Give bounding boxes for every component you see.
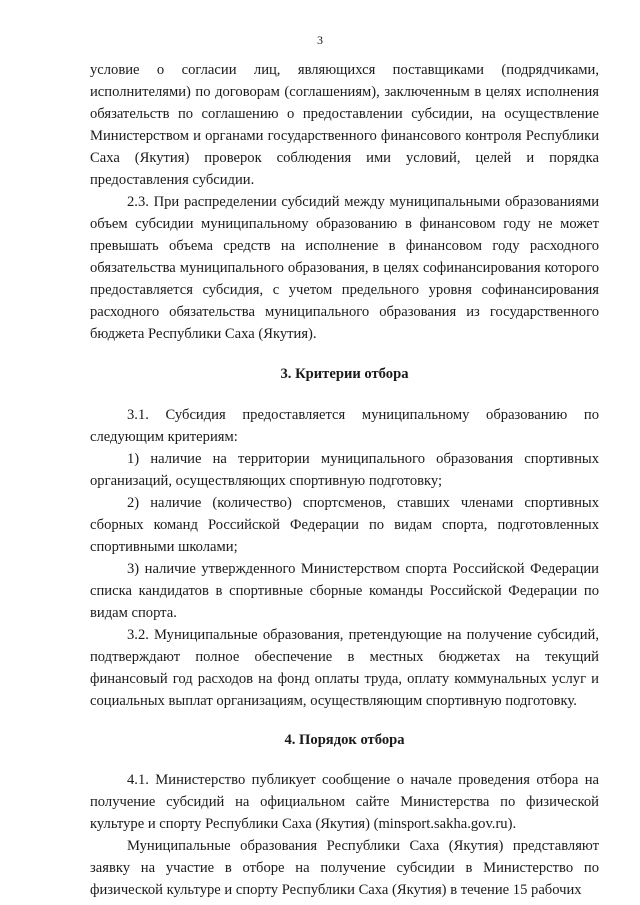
page-number: 3	[317, 33, 323, 47]
paragraph-conditions-continuation: условие о согласии лиц, являющихся поставщиками (подрядчиками, исполнителями) по договорам (соглашениям), заключенным в целях исполнения обязательств по соглашению о предоставлении субсидии, на осуществление Министерством и органами государственного финансового контроля Республики Саха (Якутия) проверок соблюдения ими условий, целей и порядка предоставления субсидии.	[90, 62, 599, 188]
section-heading-criteria: 3. Критерии отбора	[280, 366, 409, 382]
paragraph-3-2: 3.2. Муниципальные образования, претендующие на получение субсидий, подтверждают полное обеспечение в местных бюджетах на текущий финансовый год расходов на фонд оплаты труда, оплату коммунальных услуг и социальных выплат организациям, осуществляющим спортивную подготовку.	[90, 627, 599, 709]
paragraph-3-1: 3.1. Субсидия предоставляется муниципальному образованию по следующим критериям:	[90, 407, 599, 445]
paragraph-4-1: 4.1. Министерство публикует сообщение о начале проведения отбора на получение субсидий на официальном сайте Министерства по физической культуре и спорту Республики Саха (Якутия) (minsport.sakha.gov.ru).	[90, 772, 599, 832]
criterion-3: 3) наличие утвержденного Министерством спорта Российской Федерации списка кандидатов в спортивные сборные команды Российской Федерации по видам спорта.	[90, 561, 599, 621]
criterion-2: 2) наличие (количество) спортсменов, ставших членами спортивных сборных команд Российской Федерации по видам спорта, подготовленных спортивными школами;	[90, 495, 599, 555]
criterion-1: 1) наличие на территории муниципального образования спортивных организаций, осуществляющих спортивную подготовку;	[90, 451, 599, 489]
section-heading-order: 4. Порядок отбора	[284, 732, 405, 748]
paragraph-application: Муниципальные образования Республики Саха (Якутия) представляют заявку на участие в отборе на получение субсидии в Министерство по физической культуре и спорту Республики Саха (Якутия) в течение 15 рабочих	[90, 838, 599, 898]
paragraph-2-3: 2.3. При распределении субсидий между муниципальными образованиями объем субсидии муниципальному образованию в финансовом году не может превышать объема средств на исполнение в финансовом году расходного обязательства муниципального образования, в целях софинансирования которого предоставляется субсидия, с учетом предельного уровня софинансирования расходного обязательства муниципального образования из государственного бюджета Республики Саха (Якутия).	[90, 194, 599, 342]
document-body	[90, 59, 599, 901]
